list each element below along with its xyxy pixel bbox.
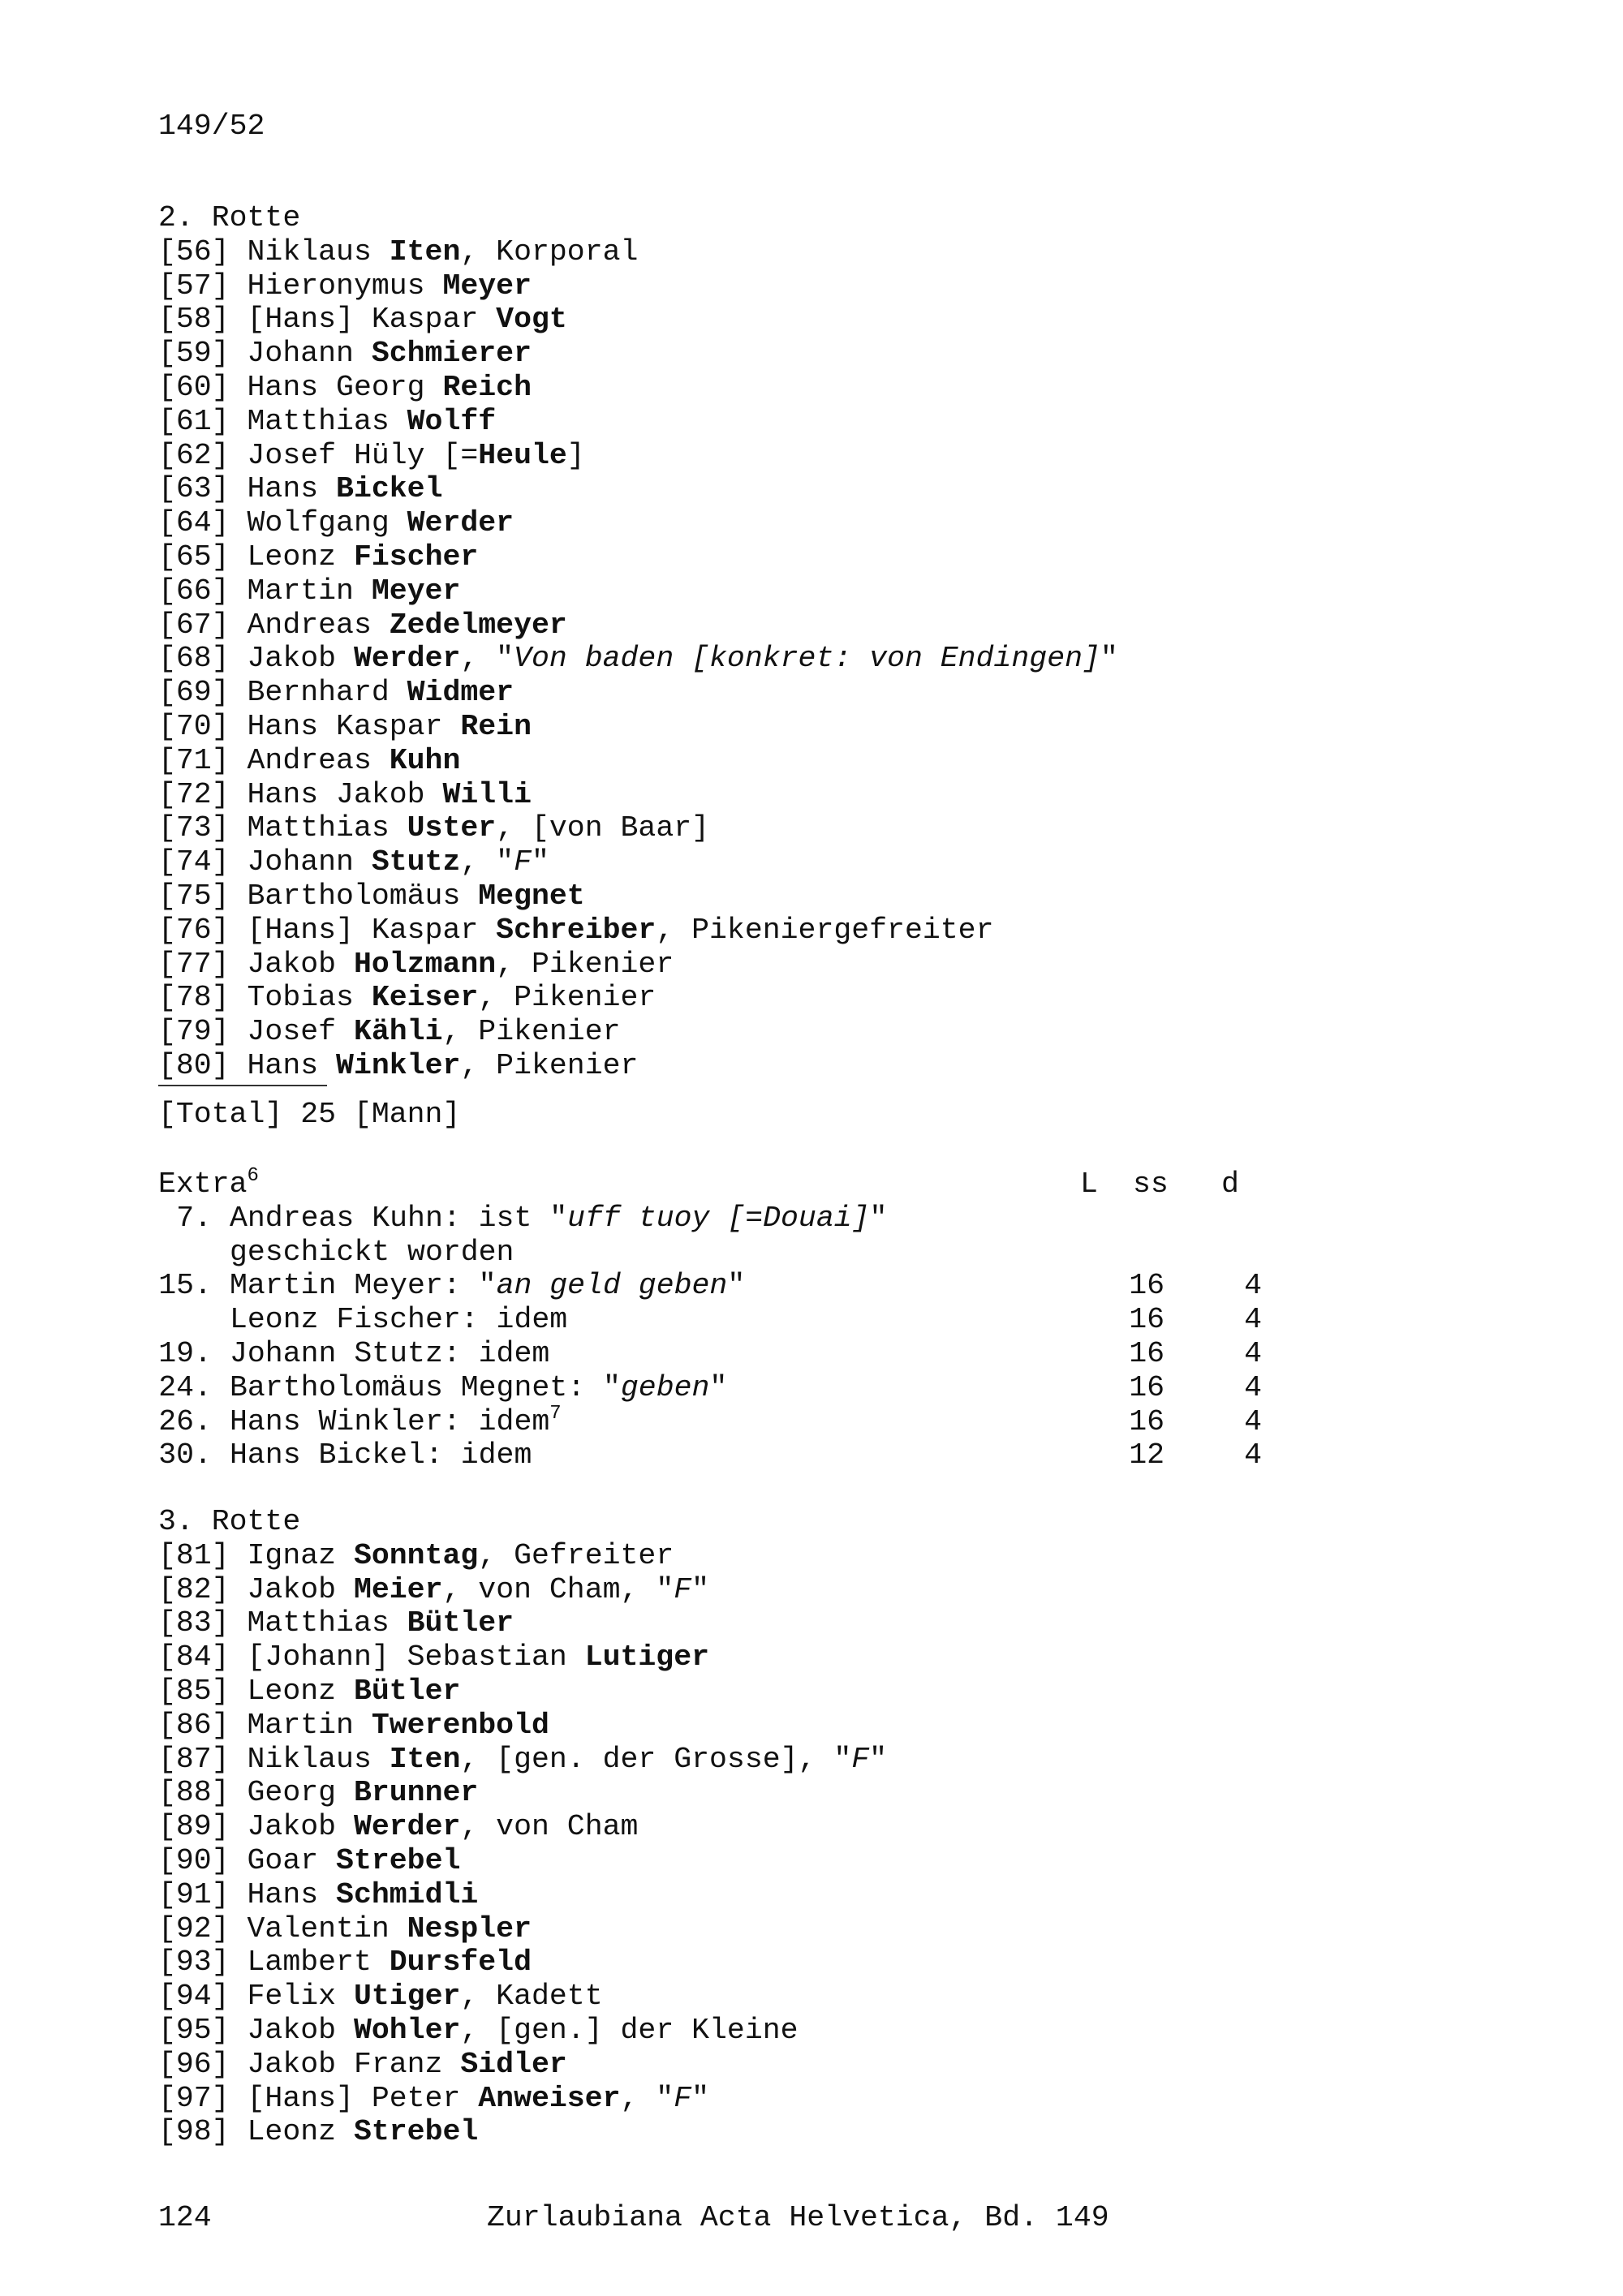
text-segment: F — [674, 1572, 692, 1606]
roster-entry — [158, 811, 1118, 845]
text-segment: " — [1100, 642, 1118, 676]
text-segment: [85] Leonz — [158, 1674, 354, 1708]
rotte-3-section — [158, 1505, 887, 2149]
extra-rows — [158, 1202, 1294, 1473]
page-number: 124 — [158, 2201, 212, 2234]
text-segment: [75] Bartholomäus — [158, 879, 479, 913]
text-segment: Widmer — [407, 676, 514, 710]
roster-entry — [158, 1776, 887, 1810]
text-segment: [76] [Hans] Kaspar — [158, 913, 497, 947]
text-segment: Leonz Fischer: idem — [230, 1303, 568, 1337]
text-segment: Hans Winkler: idem — [230, 1404, 550, 1438]
text-segment: [93] Lambert — [158, 1946, 390, 1980]
text-segment: Brunner — [353, 1776, 479, 1810]
row-number: 24. — [158, 1370, 212, 1404]
roster-entry — [158, 337, 1118, 371]
text-segment: Bickel — [336, 472, 443, 506]
text-segment: Keiser — [371, 981, 479, 1015]
text-segment: [61] Matthias — [158, 404, 407, 438]
text-segment: , " — [460, 642, 514, 676]
roster-entry — [158, 1015, 1118, 1049]
text-segment: , [gen. der Grosse], " — [460, 1742, 852, 1776]
roster-entry — [158, 608, 1118, 643]
roster-entry — [158, 2115, 887, 2149]
text-segment: Schreiber — [496, 913, 657, 947]
text-segment: Meyer — [371, 574, 461, 608]
text-segment: , Kadett — [460, 1980, 603, 2014]
text-segment: an geld geben — [496, 1269, 728, 1303]
text-segment: [88] Georg — [158, 1776, 354, 1810]
roster-entry — [158, 269, 1118, 303]
text-segment: geben — [620, 1370, 710, 1404]
text-segment: Hans Bickel: idem — [230, 1438, 532, 1473]
text-segment: " — [709, 1370, 728, 1404]
text-segment: [63] Hans — [158, 472, 337, 506]
text-segment: [97] [Hans] Peter — [158, 2081, 479, 2115]
extra-row — [158, 1337, 1294, 1371]
extra-row — [158, 1438, 1294, 1473]
roster-entry — [158, 981, 1118, 1015]
col-header-ss: ss — [1133, 1167, 1169, 1201]
text-segment: Iten — [389, 234, 461, 269]
text-segment: " — [869, 1201, 888, 1235]
text-segment: [84] [Johann] Sebastian — [158, 1640, 585, 1675]
text-segment: Strebel — [336, 1843, 461, 1877]
text-segment: Twerenbold — [371, 1708, 549, 1742]
roster-entry — [158, 1606, 887, 1640]
text-segment: Utiger — [353, 1980, 461, 2014]
text-segment: , Pikenier — [478, 981, 657, 1015]
roster-entry — [158, 1743, 887, 1777]
text-segment: " — [691, 1572, 710, 1606]
text-segment: F — [851, 1742, 870, 1776]
text-segment: Andreas Kuhn: ist " — [230, 1201, 568, 1235]
text-segment: Werder — [353, 1810, 461, 1844]
section-title: 2. Rotte — [158, 201, 301, 234]
text-segment: Bartholomäus Megnet: " — [230, 1370, 621, 1404]
roster-entry — [158, 914, 1118, 948]
text-segment: Kähli — [353, 1015, 443, 1049]
text-segment: [64] Wolfgang — [158, 506, 407, 540]
text-segment: , von Cham, " — [442, 1572, 674, 1606]
roster-entry — [158, 845, 1118, 879]
text-segment: Von baden [konkret: von Endingen] — [514, 642, 1100, 676]
text-segment: Heule — [478, 438, 567, 472]
text-segment: uff tuoy [=Douai] — [567, 1201, 870, 1235]
roster-list — [158, 235, 1118, 1083]
text-segment: , Pikeniergefreiter — [656, 913, 994, 947]
value-ss: 16 — [1129, 1404, 1165, 1438]
row-number: 19. — [158, 1336, 212, 1370]
footnote-ref: 7 — [549, 1402, 562, 1425]
roster-entry — [158, 1844, 887, 1878]
value-ss: 12 — [1129, 1438, 1165, 1473]
extra-row — [158, 1402, 1294, 1439]
text-segment: Werder — [407, 506, 514, 540]
extra-row — [158, 1371, 1294, 1405]
text-segment: [69] Bernhard — [158, 676, 407, 710]
text-segment: F — [514, 845, 532, 879]
rotte-2-section — [158, 201, 1118, 1083]
value-ss: 16 — [1129, 1336, 1165, 1370]
roster-entry — [158, 405, 1118, 439]
col-header-l: L — [1080, 1167, 1098, 1201]
text-segment: , von Cham — [460, 1810, 639, 1844]
text-segment: [91] Hans — [158, 1877, 337, 1911]
roster-entry — [158, 948, 1118, 982]
text-segment: [72] Hans Jakob — [158, 777, 443, 811]
text-segment: ] — [566, 438, 585, 472]
text-segment: Nespler — [407, 1911, 532, 1946]
text-segment: Reich — [442, 370, 532, 404]
row-number: 7. — [176, 1201, 212, 1235]
value-d: 4 — [1244, 1404, 1262, 1438]
extra-row — [158, 1303, 1294, 1337]
text-segment: " — [869, 1742, 888, 1776]
text-segment: Schmierer — [371, 337, 532, 371]
roster-entry — [158, 472, 1118, 506]
col-header-d: d — [1221, 1167, 1239, 1201]
text-segment: Werder — [353, 642, 461, 676]
text-segment: Kuhn — [389, 743, 461, 777]
text-segment: Iten — [389, 1742, 461, 1776]
text-segment: Winkler — [336, 1048, 461, 1082]
text-segment: Schmidli — [336, 1877, 479, 1911]
text-segment: " — [691, 2081, 710, 2115]
text-segment: [59] Johann — [158, 337, 372, 371]
text-segment: [87] Niklaus — [158, 1742, 390, 1776]
text-segment: [62] Josef Hüly [= — [158, 438, 479, 472]
text-segment: [71] Andreas — [158, 743, 390, 777]
roster-entry — [158, 1946, 887, 1980]
text-segment: , [von Baar] — [496, 811, 710, 845]
value-d: 4 — [1244, 1438, 1262, 1473]
text-segment: Bütler — [353, 1674, 461, 1708]
text-segment: Anweiser — [478, 2081, 621, 2115]
text-segment: geschickt worden — [230, 1235, 514, 1269]
roster-entry — [158, 1675, 887, 1709]
roster-entry — [158, 642, 1118, 676]
roster-entry — [158, 1878, 887, 1912]
text-segment: [80] Hans — [158, 1048, 337, 1082]
roster-entry — [158, 235, 1118, 269]
roster-entry — [158, 371, 1118, 405]
text-segment: [68] Jakob — [158, 642, 354, 676]
text-segment: Willi — [442, 777, 532, 811]
text-segment: [77] Jakob — [158, 947, 354, 981]
roster-list — [158, 1539, 887, 2149]
roster-entry — [158, 710, 1118, 744]
total-line: [Total] 25 [Mann] — [158, 1098, 461, 1131]
text-segment: [60] Hans Georg — [158, 370, 443, 404]
text-segment: Zedelmeyer — [389, 608, 567, 642]
roster-entry — [158, 1049, 1118, 1083]
text-segment: [70] Hans Kaspar — [158, 709, 461, 743]
roster-entry — [158, 1912, 887, 1946]
value-ss: 16 — [1129, 1303, 1165, 1337]
roster-entry — [158, 2082, 887, 2116]
extra-row — [158, 1202, 1294, 1236]
text-segment: [94] Felix — [158, 1980, 354, 2014]
text-segment: Meier — [353, 1572, 443, 1606]
text-segment: , Gefreiter — [478, 1538, 674, 1572]
text-segment: Rein — [460, 709, 532, 743]
text-segment: [58] [Hans] Kaspar — [158, 303, 497, 337]
text-segment: " — [727, 1269, 746, 1303]
value-d: 4 — [1244, 1269, 1262, 1303]
footnote-ref: 6 — [247, 1165, 259, 1187]
text-segment: [83] Matthias — [158, 1606, 407, 1640]
publication-title: Zurlaubiana Acta Helvetica, Bd. 149 — [487, 2201, 1109, 2234]
text-segment: [81] Ignaz — [158, 1538, 354, 1572]
roster-entry — [158, 1573, 887, 1607]
text-segment: [86] Martin — [158, 1708, 372, 1742]
text-segment: Wohler — [353, 2013, 461, 2047]
text-segment: , " — [460, 845, 514, 879]
text-segment: Wolff — [407, 404, 497, 438]
value-d: 4 — [1244, 1303, 1262, 1337]
roster-entry — [158, 879, 1118, 914]
roster-entry — [158, 574, 1118, 608]
text-segment: [82] Jakob — [158, 1572, 354, 1606]
text-segment: [92] Valentin — [158, 1911, 407, 1946]
text-segment: Fischer — [353, 540, 479, 574]
text-segment: , " — [620, 2081, 674, 2115]
text-segment: , Pikenier — [496, 947, 674, 981]
text-segment: Meyer — [442, 269, 532, 303]
text-segment: Megnet — [478, 879, 585, 913]
extra-header — [158, 1167, 1294, 1202]
text-segment: , [gen.] der Kleine — [460, 2013, 799, 2047]
text-segment: Lutiger — [584, 1640, 710, 1675]
row-number: 30. — [158, 1438, 212, 1473]
text-segment: [90] Goar — [158, 1843, 337, 1877]
text-segment: , Pikenier — [442, 1015, 621, 1049]
extra-table — [158, 1167, 1294, 1473]
text-segment: Vogt — [496, 303, 567, 337]
text-segment: Stutz — [371, 845, 461, 879]
text-segment: [98] Leonz — [158, 2115, 354, 2149]
text-segment: [65] Leonz — [158, 540, 354, 574]
total-rule — [158, 1085, 327, 1086]
text-segment: Holzmann — [353, 947, 497, 981]
roster-entry — [158, 1810, 887, 1844]
text-segment: [67] Andreas — [158, 608, 390, 642]
section-title: 3. Rotte — [158, 1505, 301, 1538]
value-ss: 16 — [1129, 1370, 1165, 1404]
text-segment: Martin Meyer: " — [230, 1269, 497, 1303]
text-segment: Johann Stutz: idem — [230, 1336, 550, 1370]
value-ss: 16 — [1129, 1269, 1165, 1303]
roster-entry — [158, 506, 1118, 540]
text-segment: Sonntag — [353, 1538, 479, 1572]
row-number: 26. — [158, 1404, 212, 1438]
text-segment: [74] Johann — [158, 845, 372, 879]
roster-entry — [158, 676, 1118, 710]
value-d: 4 — [1244, 1370, 1262, 1404]
page-reference: 149/52 — [158, 110, 265, 143]
text-segment: Bütler — [407, 1606, 514, 1640]
page-footer — [158, 2201, 1294, 2235]
extra-row — [158, 1269, 1294, 1303]
text-segment: Strebel — [353, 2115, 479, 2149]
text-segment: [95] Jakob — [158, 2013, 354, 2047]
roster-entry — [158, 2048, 887, 2082]
roster-entry — [158, 1980, 887, 2014]
text-segment: Sidler — [460, 2047, 567, 2081]
roster-entry — [158, 744, 1118, 778]
text-segment: [96] Jakob Franz — [158, 2047, 461, 2081]
text-segment: " — [532, 845, 549, 879]
extra-row — [158, 1236, 1294, 1270]
text-segment: Dursfeld — [389, 1946, 532, 1980]
roster-entry — [158, 1640, 887, 1675]
text-segment: [79] Josef — [158, 1015, 354, 1049]
roster-entry — [158, 2014, 887, 2048]
text-segment: [78] Tobias — [158, 981, 372, 1015]
text-segment: F — [674, 2081, 692, 2115]
roster-entry — [158, 540, 1118, 574]
roster-entry — [158, 1539, 887, 1573]
roster-entry — [158, 303, 1118, 337]
text-segment: , Korporal — [460, 234, 639, 269]
text-segment: [57] Hieronymus — [158, 269, 443, 303]
roster-entry — [158, 1709, 887, 1743]
text-segment: , Pikenier — [460, 1048, 639, 1082]
text-segment: [56] Niklaus — [158, 234, 390, 269]
text-segment: [66] Martin — [158, 574, 372, 608]
value-d: 4 — [1244, 1336, 1262, 1370]
roster-entry — [158, 778, 1118, 812]
row-number: 15. — [158, 1269, 212, 1303]
text-segment: [89] Jakob — [158, 1810, 354, 1844]
text-segment: Uster — [407, 811, 497, 845]
text-segment: [73] Matthias — [158, 811, 407, 845]
roster-entry — [158, 439, 1118, 473]
extra-title: Extra — [158, 1167, 248, 1201]
